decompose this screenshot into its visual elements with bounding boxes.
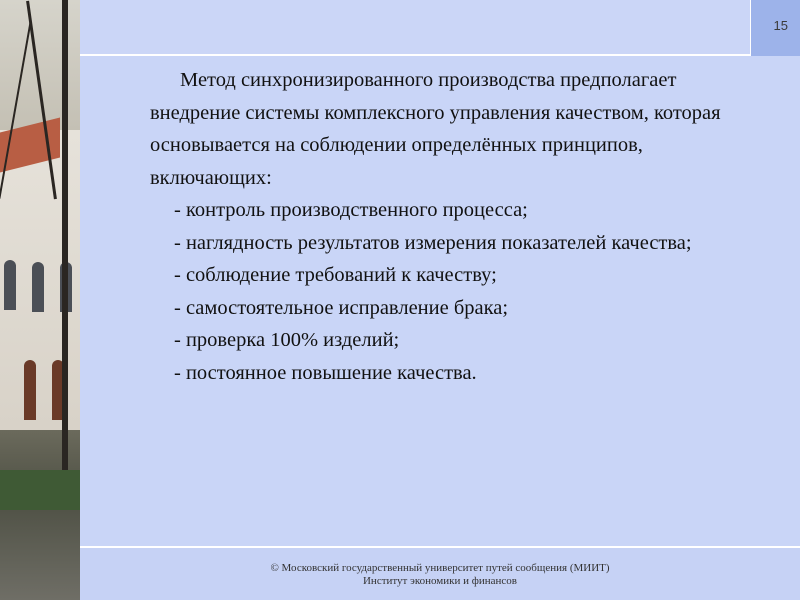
footer [80, 562, 800, 588]
list-item: - самостоятельное исправление брака; [174, 296, 509, 319]
footer-institute: Институт экономики и финансов [362, 575, 518, 587]
list-item: - соблюдение требований к качеству; [174, 264, 497, 286]
slide-content [150, 64, 760, 389]
list-item: - проверка 100% изделий; [174, 329, 400, 351]
slide-number: 15 [773, 18, 788, 33]
footer-copyright: © Московский государственный университет путей сообщения (МИИТ) [270, 562, 610, 574]
building-photo [0, 0, 80, 600]
list-item: - контроль производственного процесса; [174, 199, 528, 221]
list-item: - наглядность результатов измерения показателей качества; [174, 231, 692, 254]
list-item: - постоянное повышение качества. [174, 361, 477, 384]
intro-paragraph: Метод синхронизированного производства предполагает внедрение системы комплексного управления качеством, которая основывается на соблюдении определённых принципов, включающих: [150, 69, 721, 189]
